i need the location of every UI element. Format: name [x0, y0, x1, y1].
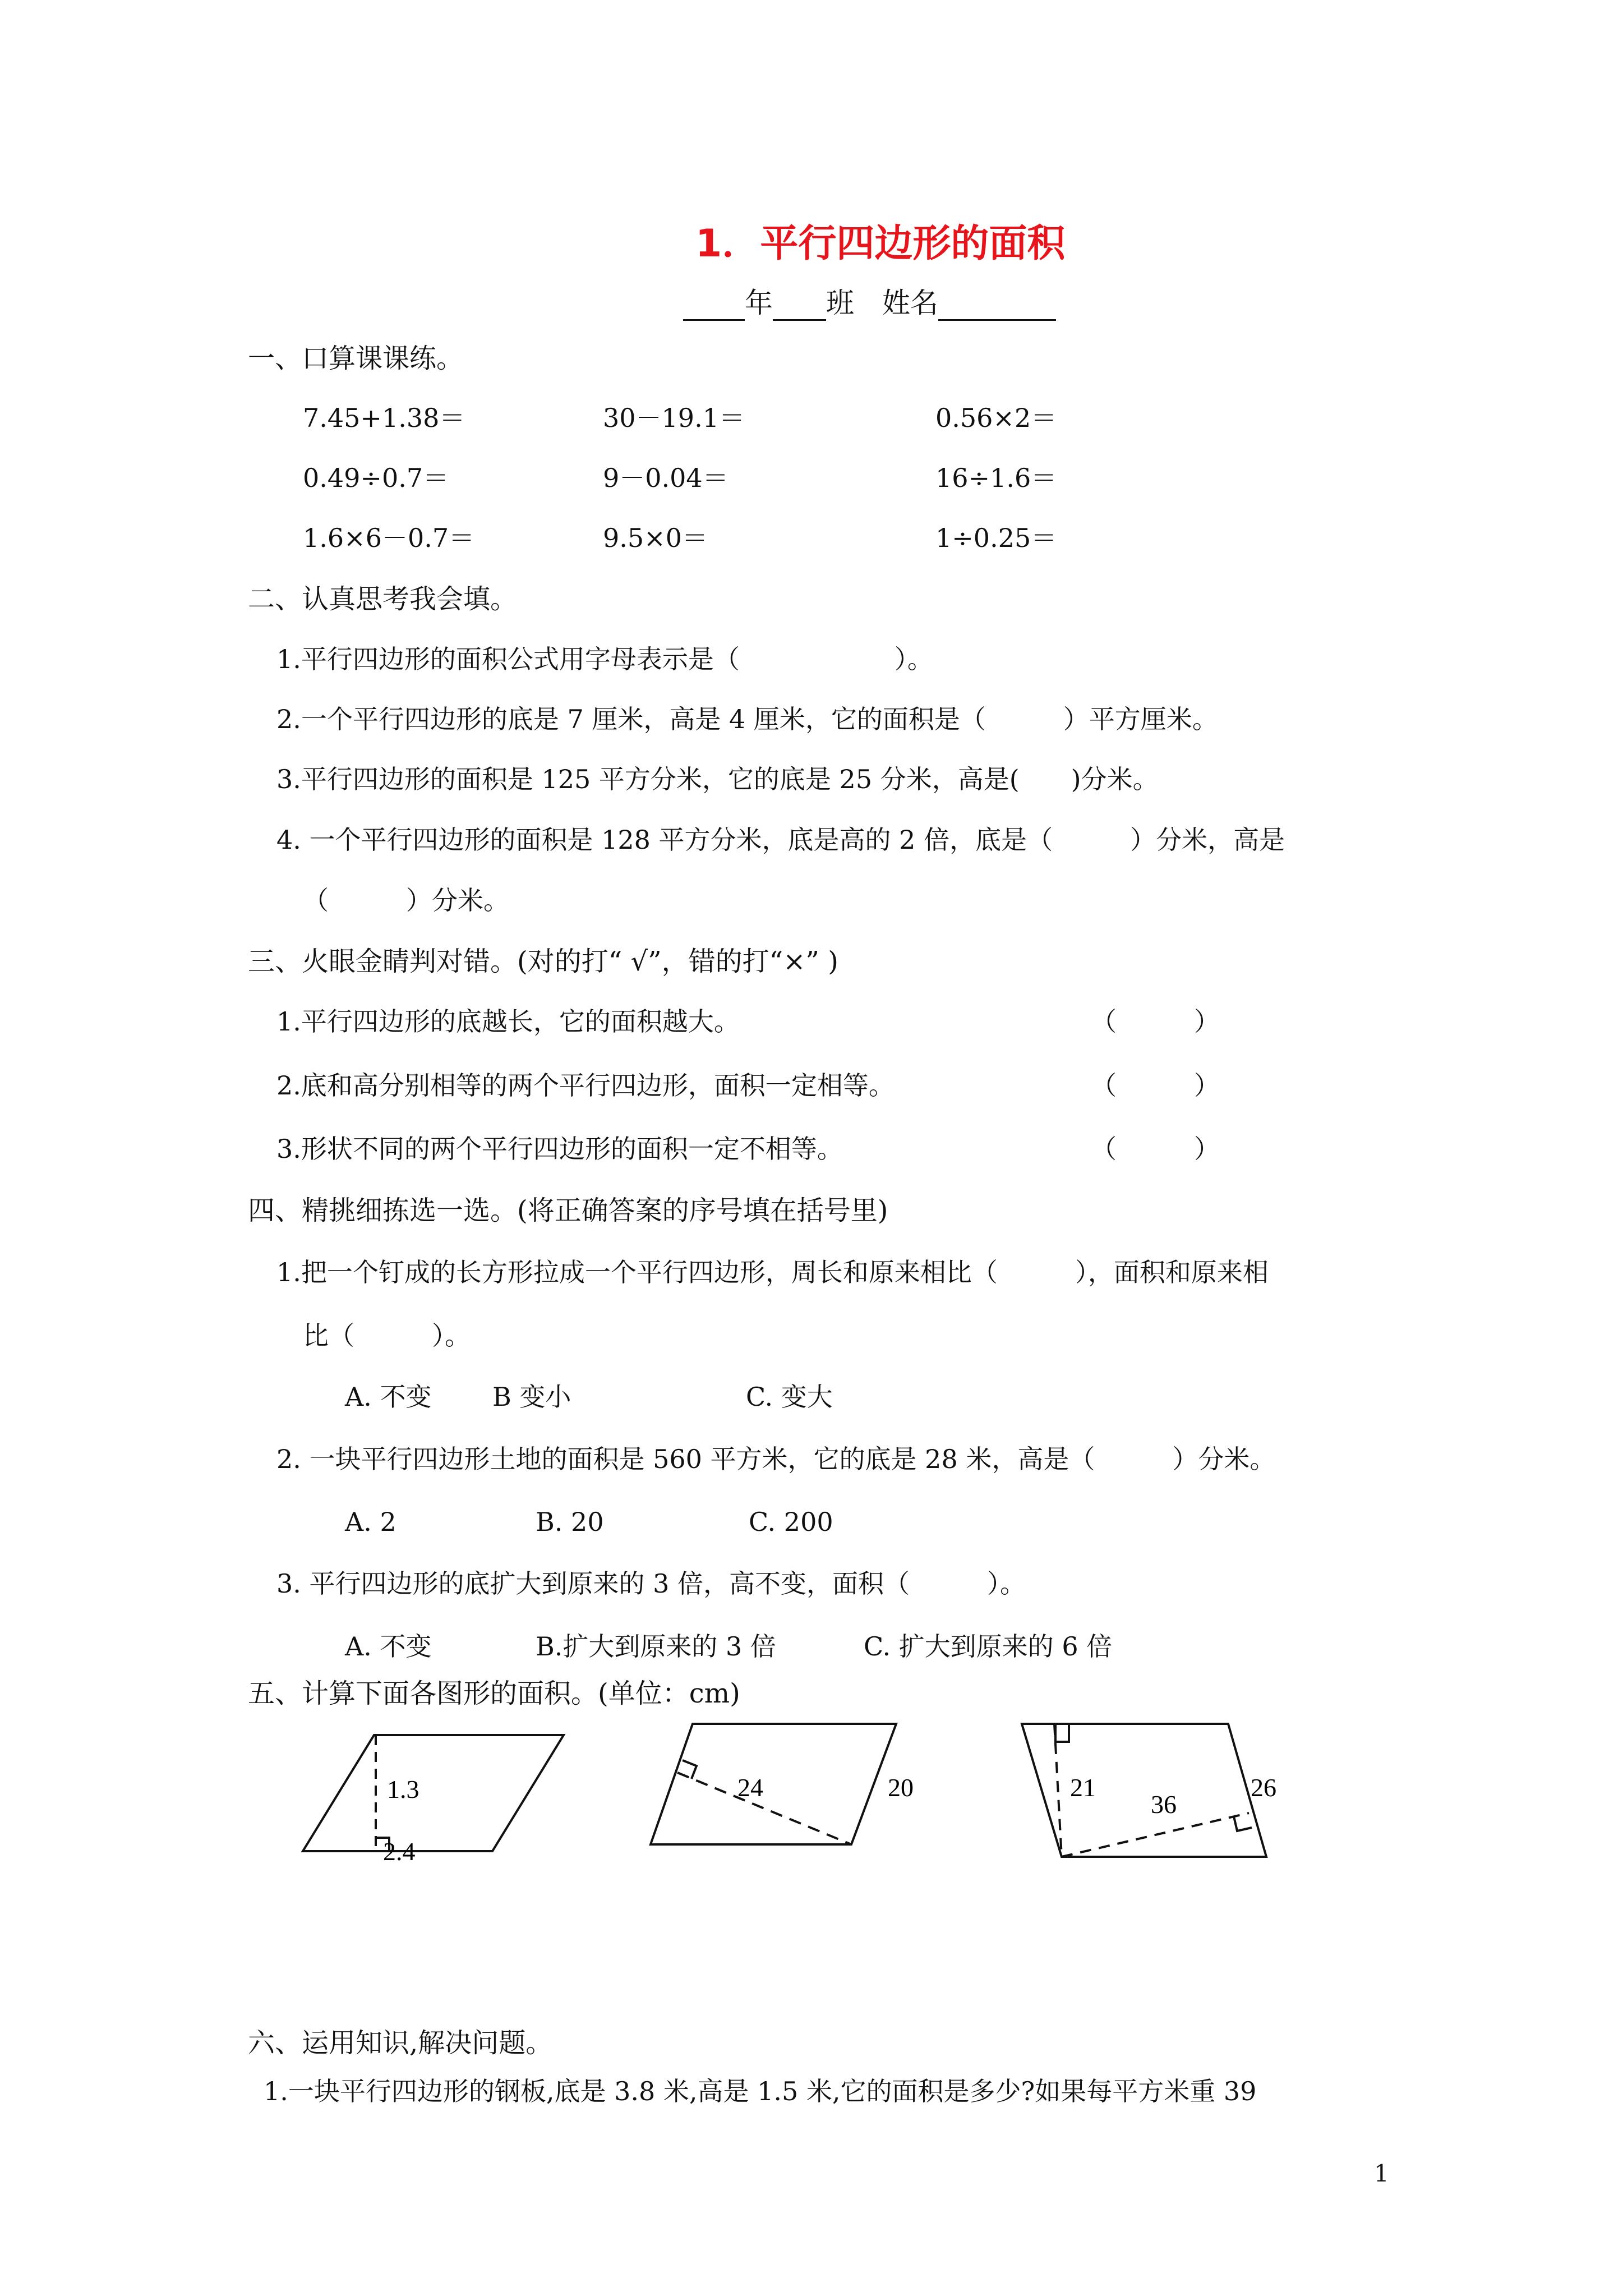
judge-q3: 3.形状不同的两个平行四边形的面积一定不相等。	[276, 1134, 843, 1164]
choice-q2-option-c[interactable]: C. 200	[749, 1507, 833, 1537]
judge-q1-bracket[interactable]: （ ）	[1091, 1006, 1220, 1037]
choice-q1-option-a[interactable]: A. 不变	[345, 1382, 432, 1412]
fill-q2: 2.一个平行四边形的底是 7 厘米，高是 4 厘米，它的面积是（ ）平方厘米。	[276, 704, 1218, 734]
section1-heading: 一、口算课课练。	[248, 343, 464, 374]
fill-q4-line2: （ ）分米。	[303, 885, 509, 915]
page-title: 1．平行四边形的面积	[695, 222, 1066, 266]
fig3-side-label: 26	[1251, 1773, 1276, 1802]
choice-q2: 2. 一块平行四边形土地的面积是 560 平方米，它的底是 28 米，高是（ ）分米。	[276, 1444, 1276, 1474]
choice-q3-option-b[interactable]: B.扩大到原来的 3 倍	[536, 1631, 776, 1662]
parallelogram-1	[303, 1735, 564, 1851]
calc-3-3: 1÷0.25＝	[935, 523, 1057, 553]
name-label: 姓名	[882, 287, 938, 319]
choice-q3-option-c[interactable]: C. 扩大到原来的 6 倍	[864, 1631, 1113, 1662]
calc-2-3: 16÷1.6＝	[935, 463, 1057, 493]
fig1-base-label: 2.4	[383, 1837, 416, 1866]
section3-heading: 三、火眼金睛判对错。(对的打“ √”，错的打“×” )	[248, 946, 838, 977]
fill-q1: 1.平行四边形的面积公式用字母表示是（ ）。	[276, 644, 933, 674]
fig3-diagonal-line	[1062, 1813, 1249, 1857]
parallelogram-2	[651, 1724, 896, 1844]
fig1-height-label: 1.3	[387, 1775, 419, 1803]
section6-heading: 六、运用知识,解决问题。	[248, 2027, 553, 2059]
judge-q1: 1.平行四边形的底越长，它的面积越大。	[276, 1006, 740, 1037]
choice-q2-option-b[interactable]: B. 20	[536, 1507, 604, 1537]
class-label: 班	[826, 287, 854, 319]
section2-heading: 二、认真思考我会填。	[248, 583, 518, 615]
section4-heading: 四、精挑细拣选一选。(将正确答案的序号填在括号里)	[248, 1195, 888, 1226]
calc-2-2: 9－0.04＝	[603, 463, 728, 493]
calc-2-1: 0.49÷0.7＝	[303, 463, 449, 493]
judge-q2-bracket[interactable]: （ ）	[1091, 1070, 1220, 1101]
calc-1-3: 0.56×2＝	[935, 403, 1057, 433]
fig3-right-angle-side	[1234, 1816, 1252, 1831]
fig3-height-label: 21	[1070, 1773, 1096, 1802]
calc-1-1: 7.45+1.38＝	[303, 403, 465, 433]
fill-q3: 3.平行四边形的面积是 125 平方分米，它的底是 25 分米，高是( )分米。	[276, 764, 1159, 794]
calc-3-2: 9.5×0＝	[603, 523, 708, 553]
choice-q1-option-b[interactable]: B 变小	[492, 1382, 571, 1412]
fig3-right-angle-top	[1055, 1724, 1069, 1742]
calc-3-1: 1.6×6－0.7＝	[303, 523, 475, 553]
fig2-height-label: 24	[737, 1773, 763, 1802]
choice-q3-option-a[interactable]: A. 不变	[345, 1631, 432, 1662]
choice-q3: 3. 平行四边形的底扩大到原来的 3 倍，高不变，面积（ ）。	[276, 1568, 1026, 1599]
fig3-diagonal-label: 36	[1151, 1790, 1177, 1819]
judge-q2: 2.底和高分别相等的两个平行四边形，面积一定相等。	[276, 1070, 895, 1101]
choice-q1-line2: 比（ ）。	[303, 1320, 471, 1351]
problem-q1: 1.一块平行四边形的钢板,底是 3.8 米,高是 1.5 米,它的面积是多少?如果每平方米重 39	[264, 2076, 1257, 2106]
calc-1-2: 30－19.1＝	[603, 403, 745, 433]
choice-q2-option-a[interactable]: A. 2	[345, 1507, 396, 1537]
grade-label: 年	[745, 287, 773, 319]
page-number: 1	[1374, 2160, 1389, 2187]
fill-q4-line1: 4. 一个平行四边形的面积是 128 平方分米，底是高的 2 倍，底是（ ）分米，高是	[276, 825, 1285, 855]
choice-q1-line1: 1.把一个钉成的长方形拉成一个平行四边形，周长和原来相比（ ），面积和原来相	[276, 1257, 1269, 1287]
choice-q1-option-c[interactable]: C. 变大	[746, 1382, 833, 1412]
judge-q3-bracket[interactable]: （ ）	[1091, 1134, 1220, 1164]
fig2-side-label: 20	[888, 1773, 914, 1802]
fig2-height-line	[677, 1773, 851, 1844]
section5-heading: 五、计算下面各图形的面积。(单位：cm)	[248, 1678, 740, 1709]
